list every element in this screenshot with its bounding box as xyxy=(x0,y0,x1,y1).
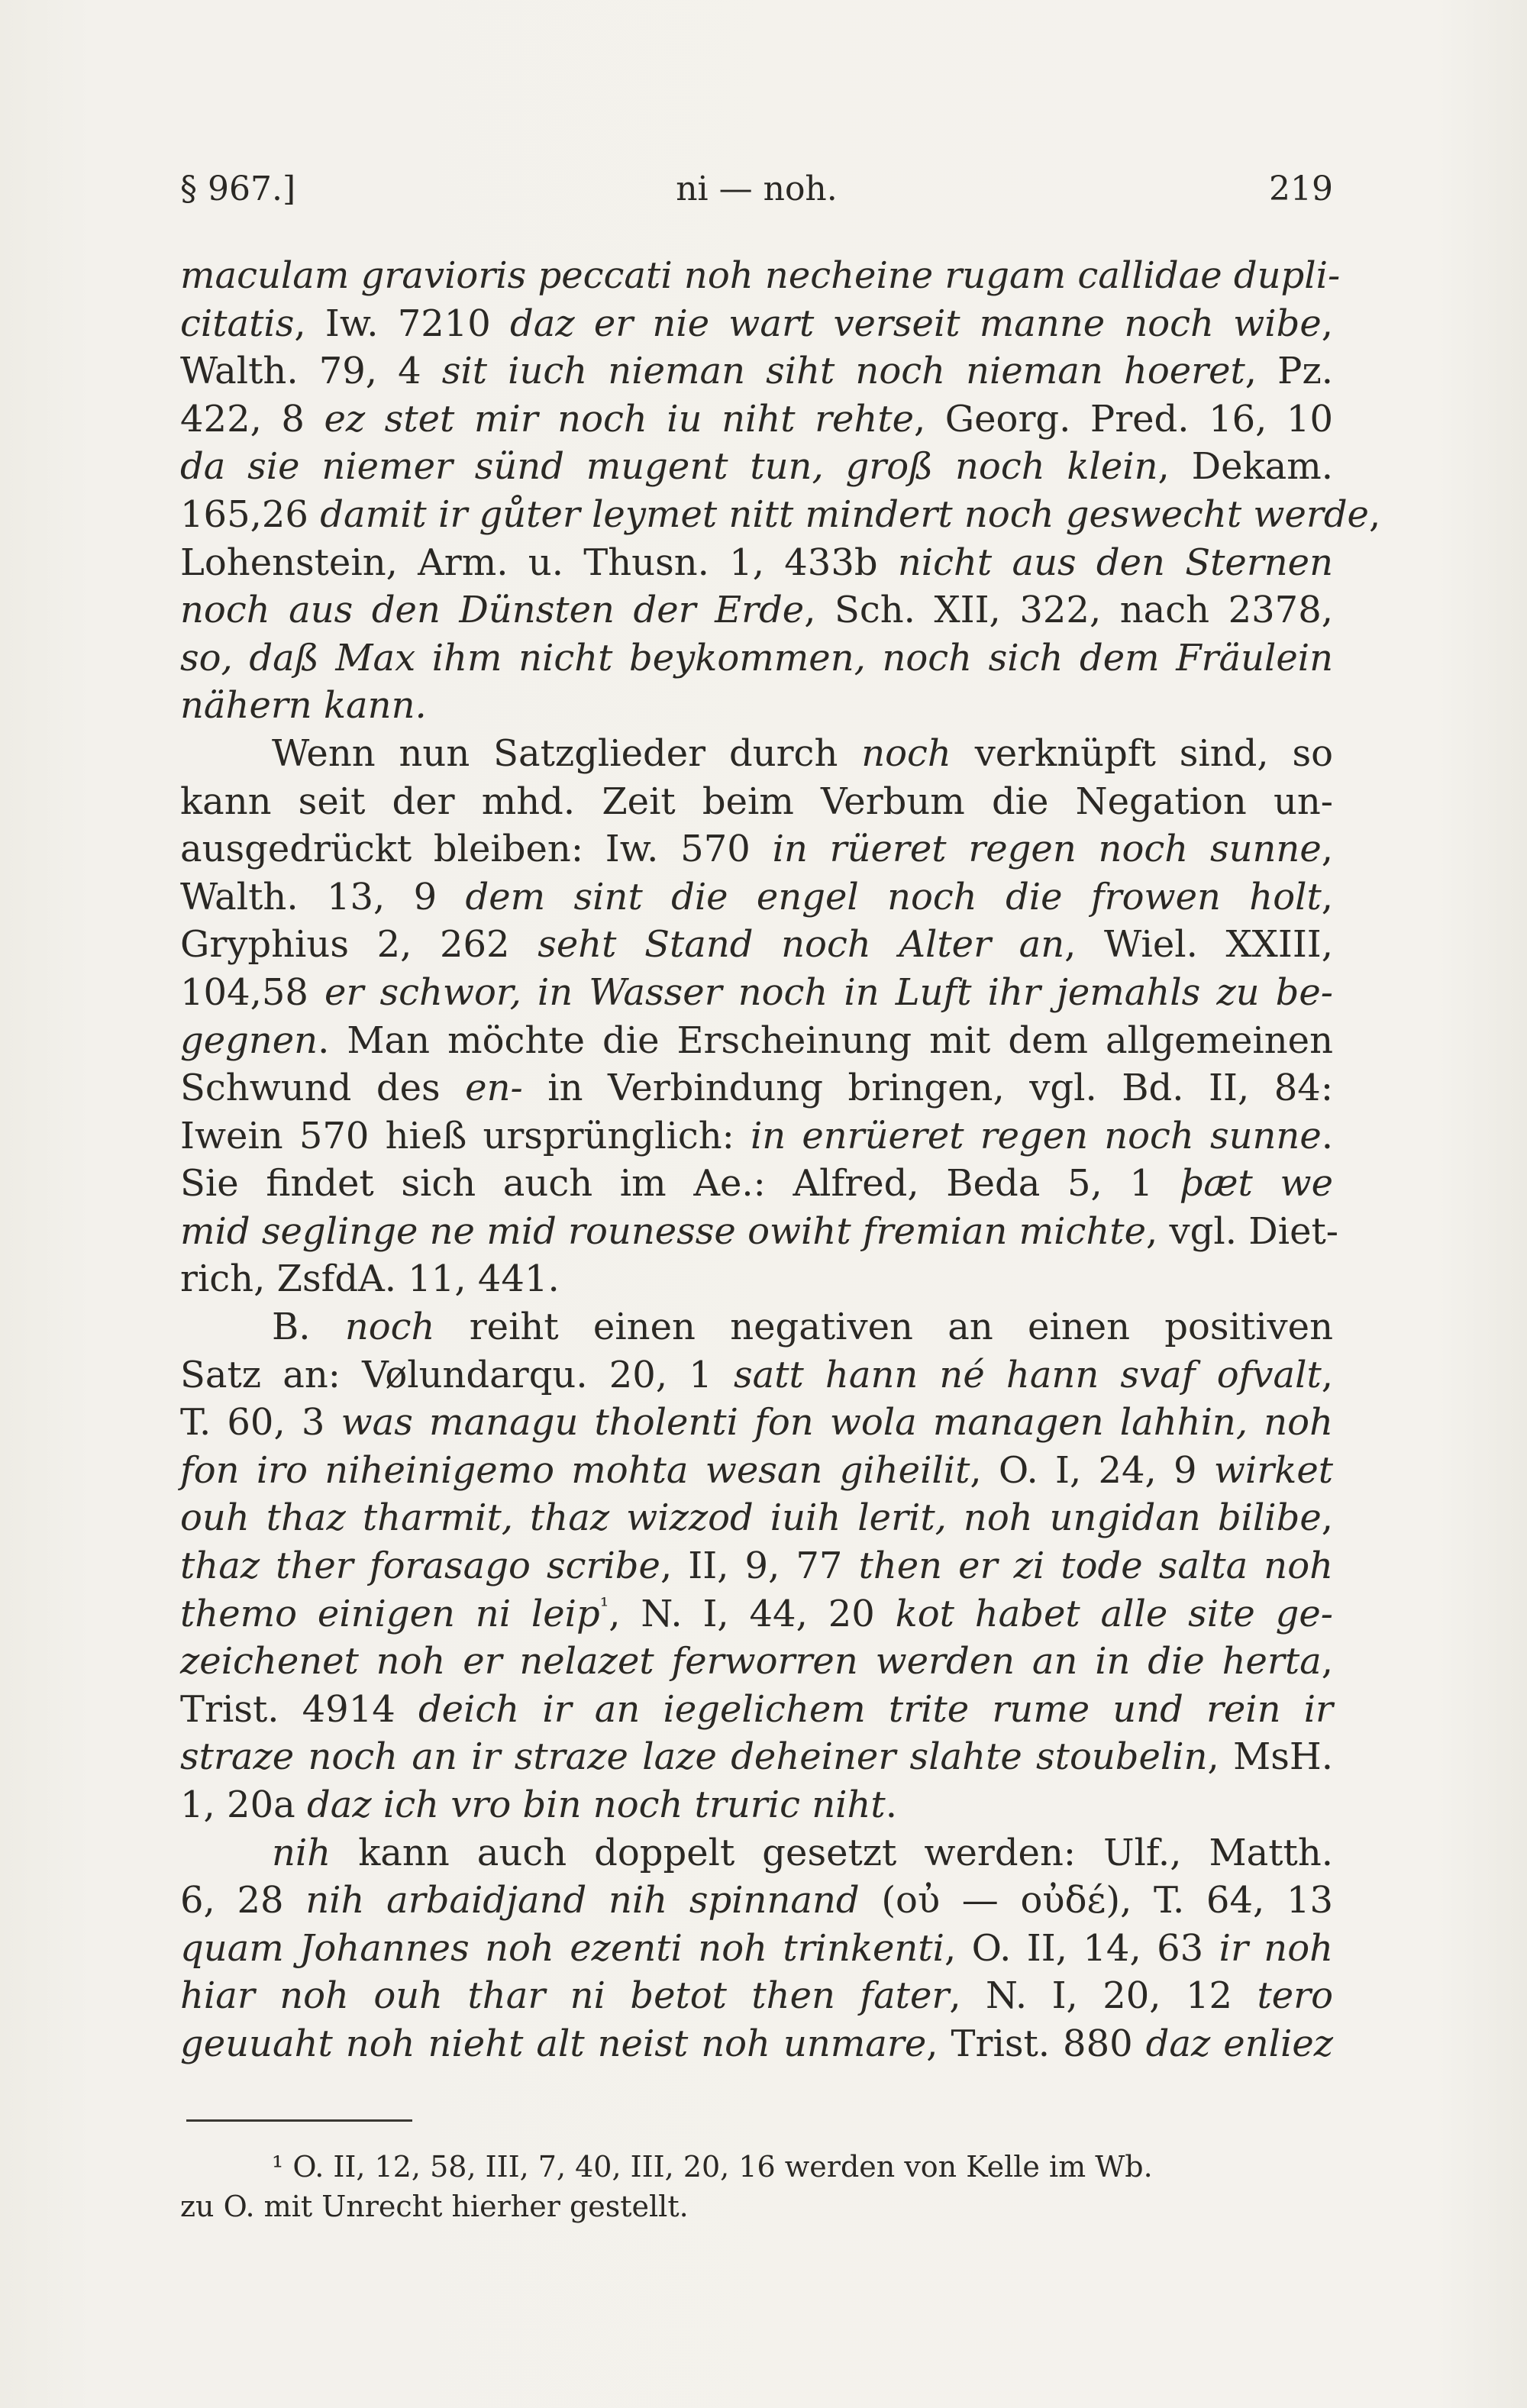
italic-segment: wirket xyxy=(1213,1448,1334,1492)
text-line xyxy=(180,1064,1333,1112)
text-segment: kann auch doppelt gesetzt werden: Ulf., Matth. xyxy=(331,1831,1333,1874)
text-segment: , MsH. xyxy=(1207,1735,1333,1779)
text-line xyxy=(180,730,1333,778)
text-segment: kann seit der mhd. Zeit beim Verbum die Negation un- xyxy=(180,780,1333,823)
italic-segment: seht Stand noch Alter an xyxy=(538,923,1065,967)
italic-segment: daz enliez xyxy=(1145,2022,1334,2065)
italic-segment: thaz ther forasago scribe xyxy=(180,1545,660,1588)
text-segment: , O. II, 14, 63 xyxy=(944,1926,1219,1970)
text-segment: 165,26 xyxy=(180,492,321,536)
italic-segment: nih xyxy=(272,1831,331,1874)
text-line xyxy=(180,491,1381,539)
page-number: 219 xyxy=(1269,169,1333,208)
italic-segment: mid seglinge ne mid rounesse owiht fremian michte xyxy=(180,1209,1146,1253)
text-segment: . xyxy=(1321,1114,1333,1157)
text-segment: , xyxy=(1321,1353,1334,1396)
text-segment: , xyxy=(1368,492,1381,536)
text-segment: (οὐ — οὐδέ), T. 64, 13 xyxy=(859,1879,1334,1922)
italic-segment: gegnen xyxy=(180,1018,318,1062)
italic-segment: tero xyxy=(1257,1974,1333,2018)
italic-segment: þæt we xyxy=(1180,1162,1333,1206)
text-line xyxy=(180,1972,1333,2020)
text-line xyxy=(180,300,1333,348)
text-segment: , Dekam. xyxy=(1157,445,1333,489)
text-segment: , Sch. XII, 322, nach 2378, xyxy=(804,589,1334,632)
text-segment: ausgedrückt bleiben: Iw. 570 xyxy=(180,828,773,871)
italic-segment: noch xyxy=(861,731,951,775)
text-segment: , xyxy=(1321,828,1333,871)
italic-segment: then er zi tode salta noh xyxy=(858,1545,1334,1588)
italic-segment: satt hann né hann svaf ofvalt xyxy=(733,1353,1322,1396)
text-segment: Walth. 79, 4 xyxy=(180,350,442,393)
italic-segment: sit iuch nieman siht noch nieman hoeret xyxy=(441,350,1245,393)
text-segment: reiht einen negativen an einen positiven xyxy=(434,1306,1333,1349)
footnote-rule xyxy=(186,2119,412,2122)
text-line xyxy=(180,778,1333,826)
section-number: § 967.] xyxy=(180,169,296,208)
italic-segment: da sie niemer sünd mugent tun, groß noch klein xyxy=(180,445,1158,489)
italic-segment: in rüeret regen noch sunne xyxy=(772,828,1322,871)
italic-segment: ez stet mir noch iu niht rehte xyxy=(324,397,915,441)
text-line xyxy=(180,1303,1333,1351)
italic-segment: nicht aus den Sternen xyxy=(897,541,1334,584)
text-segment: Sie findet sich auch im Ae.: Alfred, Beda 5, 1 xyxy=(180,1162,1180,1206)
text-line xyxy=(180,586,1333,634)
text-segment: , Pz. xyxy=(1245,350,1333,393)
text-segment: Schwund des xyxy=(180,1067,466,1110)
text-line xyxy=(180,1494,1333,1542)
text-segment: Lohenstein, Arm. u. Thusn. 1, 433b xyxy=(180,541,898,584)
text-line xyxy=(180,347,1333,395)
text-line xyxy=(180,1590,1333,1638)
italic-segment: citatis xyxy=(180,302,295,345)
italic-segment: was managu tholenti fon wola managen lahhin, noh xyxy=(341,1401,1333,1444)
text-segment: Walth. 13, 9 xyxy=(180,875,466,918)
text-line xyxy=(180,1351,1333,1399)
text-line xyxy=(180,873,1333,922)
text-segment: B. xyxy=(272,1306,345,1349)
italic-segment: ouh thaz tharmit, thaz wizzod iuih lerit, noh ungidan bilibe xyxy=(180,1496,1322,1540)
text-segment: . Man möchte die Erscheinung mit dem allgemeinen xyxy=(318,1018,1333,1062)
text-segment: , Georg. Pred. 16, 10 xyxy=(914,397,1333,441)
text-line xyxy=(180,634,1333,683)
italic-segment: so, daß Max ihm nicht beykommen, noch sich dem Fräulein xyxy=(180,636,1333,679)
running-header xyxy=(180,166,1333,212)
italic-segment: noch xyxy=(344,1306,435,1349)
italic-segment: er schwor, in Wasser noch in Luft ihr jemahls zu be- xyxy=(324,970,1333,1014)
italic-segment: kot habet alle site ge- xyxy=(895,1592,1334,1635)
text-segment: verknüpft sind, so xyxy=(951,731,1333,775)
text-segment: . xyxy=(885,1783,897,1826)
italic-segment: deich ir an iegelichem trite rume und rein ir xyxy=(418,1687,1334,1731)
text-line xyxy=(180,682,1333,730)
italic-segment: fon iro niheinigemo mohta wesan giheilit xyxy=(180,1448,970,1492)
text-segment: , N. I, 20, 12 xyxy=(949,1974,1257,2018)
text-line xyxy=(180,1733,1333,1781)
text-segment: , O. I, 24, 9 xyxy=(970,1448,1214,1492)
italic-segment: damit ir gůter leymet nitt mindert noch geswecht werde xyxy=(320,492,1369,536)
text-line xyxy=(180,969,1333,1017)
text-line xyxy=(180,2020,1333,2068)
text-line xyxy=(180,1542,1333,1590)
text-segment: Iwein 570 hieß ursprünglich: xyxy=(180,1114,751,1157)
text-segment: in Verbindung bringen, vgl. Bd. II, 84: xyxy=(522,1067,1333,1110)
text-segment: , xyxy=(1321,302,1334,345)
text-segment: rich, ZsfdA. 11, 441. xyxy=(180,1257,560,1301)
text-segment: , Trist. 880 xyxy=(926,2022,1146,2065)
text-line xyxy=(180,1781,1333,1829)
italic-segment: hiar noh ouh thar ni betot then fater xyxy=(180,1974,950,2018)
text-segment: T. 60, 3 xyxy=(180,1401,341,1444)
text-line xyxy=(180,539,1333,587)
text-segment: , xyxy=(1321,875,1333,918)
text-segment: , Wiel. XXIII, xyxy=(1064,923,1333,967)
text-line xyxy=(180,1255,1333,1303)
text-segment: , xyxy=(1321,1496,1333,1540)
text-line xyxy=(180,395,1333,444)
italic-segment: dem sint die engel noch die frowen holt xyxy=(465,875,1322,918)
text-segment: Wenn nun Satzglieder durch xyxy=(272,731,862,775)
footnote-line: ¹ O. II, 12, 58, III, 7, 40, III, 20, 16 werden von Kelle im Wb. xyxy=(272,2150,1153,2184)
body-text xyxy=(180,252,1381,2068)
text-line xyxy=(180,1112,1333,1160)
text-line xyxy=(180,1399,1333,1447)
italic-segment: themo einigen ni leip xyxy=(180,1592,600,1635)
footnote-marker: ¹ xyxy=(599,1592,609,1619)
text-segment: 6, 28 xyxy=(180,1879,306,1922)
text-segment: 422, 8 xyxy=(180,397,324,441)
italic-segment: nih arbaidjand nih spinnand xyxy=(305,1879,860,1922)
text-line xyxy=(180,1877,1333,1925)
text-line xyxy=(180,1829,1333,1877)
text-line xyxy=(180,1160,1333,1208)
text-line xyxy=(180,1208,1338,1256)
text-segment: Gryphius 2, 262 xyxy=(180,923,538,967)
text-segment: , Iw. 7210 xyxy=(294,302,511,345)
text-segment: 104,58 xyxy=(180,970,325,1014)
italic-segment: ir noh xyxy=(1219,1926,1334,1970)
text-segment: , xyxy=(1321,1640,1333,1683)
text-line xyxy=(180,1447,1333,1495)
running-title: ni — noh. xyxy=(676,169,838,208)
italic-segment: in enrüeret regen noch sunne xyxy=(750,1114,1322,1157)
text-line xyxy=(180,1638,1333,1686)
italic-segment: geuuaht noh nieht alt neist noh unmare xyxy=(180,2022,927,2065)
text-segment: 1, 20a xyxy=(180,1783,308,1826)
footnotes xyxy=(180,2147,1333,2226)
text-line xyxy=(180,443,1333,491)
text-segment: , II, 9, 77 xyxy=(660,1545,859,1588)
footnote-line: zu O. mit Unrecht hierher gestellt. xyxy=(180,2190,689,2223)
text-line xyxy=(180,252,1341,300)
text-line xyxy=(180,1686,1333,1734)
text-segment: Satz an: Vølundarqu. 20, 1 xyxy=(180,1353,734,1396)
italic-segment: daz ich vro bin noch truric niht xyxy=(307,1783,886,1826)
text-line xyxy=(180,825,1333,873)
italic-segment: straze noch an ir straze laze deheiner slahte stoubelin xyxy=(180,1735,1208,1779)
text-segment: , vgl. Diet- xyxy=(1146,1209,1338,1253)
text-line xyxy=(180,1017,1333,1065)
italic-segment: nähern kann. xyxy=(180,684,427,728)
text-line xyxy=(180,1925,1333,1973)
text-line xyxy=(180,921,1333,969)
italic-segment: maculam gravioris peccati noh necheine rugam callidae dupli- xyxy=(180,254,1341,297)
italic-segment: daz er nie wart verseit manne noch wibe xyxy=(510,302,1322,345)
italic-segment: quam Johannes noh ezenti noh trinkenti xyxy=(180,1926,944,1970)
italic-segment: zeichenet noh er nelazet ferworren werden an in die herta xyxy=(180,1640,1322,1683)
italic-segment: noch aus den Dünsten der Erde xyxy=(180,589,805,632)
text-segment: , N. I, 44, 20 xyxy=(609,1592,896,1635)
italic-segment: en- xyxy=(465,1067,523,1110)
text-segment: Trist. 4914 xyxy=(180,1687,418,1731)
